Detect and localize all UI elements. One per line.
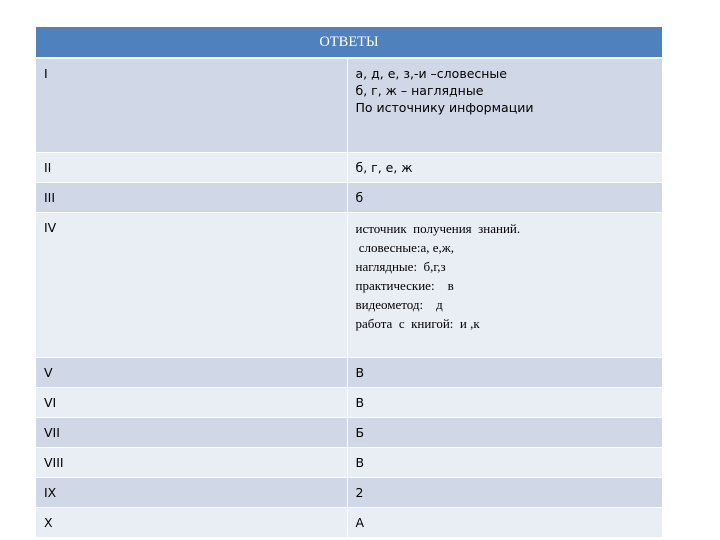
answer-line: а, д, е, з,-и –словесные <box>355 66 507 81</box>
answer-line: работа с книгой: и ,к <box>355 315 480 331</box>
answer-line: практические: в <box>355 277 454 293</box>
answer-line: Б <box>355 424 365 440</box>
row-answer <box>347 447 662 477</box>
answer-line: б <box>355 189 364 205</box>
row-number: I <box>36 58 347 152</box>
table-row <box>36 152 662 182</box>
answers-table <box>36 27 662 538</box>
answer-line: В <box>355 364 365 380</box>
row-number: VI <box>36 387 347 417</box>
row-answer <box>347 477 662 507</box>
table-row <box>36 507 662 537</box>
answer-line: В <box>355 454 365 470</box>
answer-line: б, г, ж – наглядные <box>355 83 484 98</box>
row-number: VIII <box>36 447 347 477</box>
table-row <box>36 417 662 447</box>
row-number: IX <box>36 477 347 507</box>
table-row <box>36 387 662 417</box>
row-answer <box>347 507 662 537</box>
table-row <box>36 357 662 387</box>
table-header-row <box>36 27 662 58</box>
row-number: IV <box>36 212 347 357</box>
row-number: II <box>36 152 347 182</box>
table-row <box>36 182 662 212</box>
answer-line: видеометод: д <box>355 296 443 312</box>
table-row <box>36 212 662 357</box>
row-answer <box>347 387 662 417</box>
answer-line: источник получения знаний. <box>355 220 521 236</box>
row-number: V <box>36 357 347 387</box>
answer-line: наглядные: б,г,з <box>355 258 446 274</box>
answer-line: 2 <box>355 484 364 500</box>
answer-line: А <box>355 514 365 530</box>
row-number: VII <box>36 417 347 447</box>
answer-line: В <box>355 394 365 410</box>
answer-line: По источнику информации <box>355 100 534 115</box>
answer-line: словесные:а, е,ж, <box>355 239 455 255</box>
row-answer <box>347 152 662 182</box>
answer-line: б, г, е, ж <box>355 159 413 175</box>
table-row <box>36 447 662 477</box>
row-answer <box>347 182 662 212</box>
row-answer <box>347 212 662 357</box>
table-title: ОТВЕТЫ <box>36 27 662 58</box>
table-row <box>36 58 662 152</box>
row-answer <box>347 58 662 152</box>
table-row <box>36 477 662 507</box>
row-answer <box>347 357 662 387</box>
row-number: X <box>36 507 347 537</box>
row-answer <box>347 417 662 447</box>
row-number: III <box>36 182 347 212</box>
